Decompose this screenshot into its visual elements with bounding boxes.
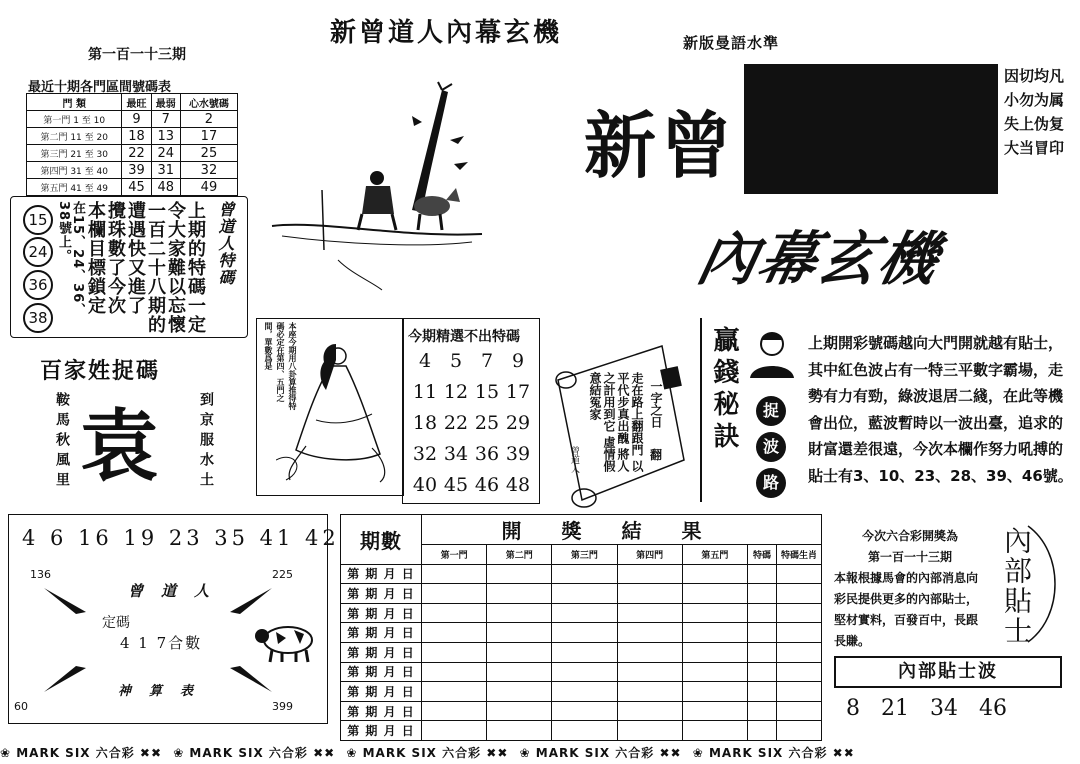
results-cell — [617, 564, 682, 584]
badge-catch: 捉 — [756, 396, 786, 426]
excluded-number: 45 — [443, 474, 469, 496]
results-cell — [422, 623, 487, 643]
results-cell — [552, 623, 617, 643]
stats-max: 22 — [122, 145, 151, 162]
results-cell — [748, 701, 777, 721]
table-row — [341, 662, 822, 682]
results-col: 特碼生肖 — [777, 545, 822, 565]
stats-pick: 25 — [180, 145, 237, 162]
results-col: 第三門 — [552, 545, 617, 565]
results-col: 特碼 — [748, 545, 777, 565]
results-cell — [748, 682, 777, 702]
surname-title: 百家姓捉碼 — [40, 359, 161, 384]
results-cell — [682, 642, 747, 662]
table-row — [341, 603, 822, 623]
footer-logo: ❀ MARK SIX 六合彩 ✖✖ — [0, 746, 168, 760]
stats-max: 18 — [122, 128, 151, 145]
scroll-line: 將人之計用到它 — [602, 372, 630, 473]
cow-icon — [254, 618, 320, 664]
results-cell — [617, 642, 682, 662]
verse-column: 遭遇快又進了 — [125, 201, 146, 315]
excluded-number: 9 — [511, 350, 525, 372]
scroll-stamp: 翻 — [650, 448, 663, 462]
stats-gate: 第三門 21 至 30 — [27, 145, 122, 162]
verse-column: 在15、24、36、 — [70, 201, 85, 318]
results-col: 第四門 — [617, 545, 682, 565]
portrait-icon — [746, 326, 798, 378]
results-cell — [552, 701, 617, 721]
table-row — [341, 642, 822, 662]
results-cell — [552, 603, 617, 623]
results-cell — [552, 662, 617, 682]
results-cell — [682, 603, 747, 623]
excluded-number: 46 — [474, 474, 500, 496]
results-cell — [748, 564, 777, 584]
stats-min: 7 — [151, 111, 180, 128]
stats-table — [26, 93, 238, 196]
main-title: 新曾道人內幕玄機 — [330, 18, 563, 48]
stats-pick: 17 — [180, 128, 237, 145]
stats-max: 39 — [122, 162, 151, 179]
announce-side-text: 內部貼士 — [1000, 526, 1033, 646]
excluded-number: 48 — [505, 474, 531, 496]
results-col: 第一門 — [422, 545, 487, 565]
calligraphy-black-block — [744, 64, 998, 194]
compass-combo: 4 1 7合數 — [120, 634, 203, 652]
results-row-label: 第 期 月 日 — [341, 721, 422, 741]
stats-title: 最近十期各門區間號碼表 — [28, 80, 172, 95]
results-cell — [487, 682, 552, 702]
results-cell — [617, 721, 682, 741]
excluded-number: 34 — [443, 443, 469, 465]
results-cell — [777, 701, 822, 721]
couplet-line: 因切均凡 — [1004, 67, 1065, 85]
scroll-title: 一字之日 — [649, 380, 663, 428]
results-cell — [422, 642, 487, 662]
arrow-icon — [44, 588, 86, 614]
results-cell — [777, 584, 822, 604]
results-cell — [777, 623, 822, 643]
scroll-line: 虛情假意結冤家 — [588, 372, 616, 473]
results-cell — [552, 642, 617, 662]
results-cell — [617, 662, 682, 682]
sub-title: 新版曼語水準 — [683, 34, 780, 52]
results-cell — [748, 662, 777, 682]
table-row — [341, 682, 822, 702]
footer-logo: ❀ MARK SIX 六合彩 ✖✖ — [346, 746, 514, 760]
stats-gate: 第一門 1 至 10 — [27, 111, 122, 128]
compass-bottom-text: 神算表 — [118, 684, 212, 699]
stats-gate: 第五門 41 至 49 — [27, 179, 122, 196]
verse-column: 一百二十八期的 — [145, 201, 166, 334]
excluded-number: 5 — [449, 350, 463, 372]
results-title-row — [341, 515, 822, 545]
results-cell — [682, 564, 747, 584]
stats-gate: 第二門 11 至 20 — [27, 128, 122, 145]
results-row-label: 第 期 月 日 — [341, 701, 422, 721]
compass-corner-bl: 60 — [14, 700, 28, 713]
results-table — [340, 514, 822, 741]
results-cell — [682, 721, 747, 741]
excluded-number: 18 — [412, 412, 438, 434]
announce-line: 第一百一十三期 — [867, 550, 952, 564]
table-row — [27, 128, 238, 145]
results-cell — [777, 642, 822, 662]
results-cell — [748, 623, 777, 643]
compass-top-text: 曾道人 — [128, 582, 228, 600]
calligraphy-title: 新曾 — [584, 103, 737, 188]
results-cell — [777, 603, 822, 623]
verse-column: 38號上。 — [56, 201, 71, 264]
announcement — [834, 526, 986, 652]
results-row-label: 第 期 月 日 — [341, 564, 422, 584]
excluded-number: 12 — [443, 381, 469, 403]
circle-number: 36 — [23, 270, 53, 300]
stats-gate: 第四門 31 至 40 — [27, 162, 122, 179]
results-cell — [748, 584, 777, 604]
table-row — [341, 564, 822, 584]
table-row — [27, 145, 238, 162]
goddess-text: 本座今期用八卦算推得特碼必定在第四、五門之間，單數爲是 — [264, 322, 297, 410]
results-cell — [422, 662, 487, 682]
results-cell — [617, 584, 682, 604]
scroll-line: 以平代步真出醜 — [616, 372, 644, 473]
results-body — [341, 564, 822, 740]
table-row — [27, 111, 238, 128]
verse-column: 令大家難以忘懷 — [165, 201, 186, 334]
table-row — [341, 623, 822, 643]
secret-formula-title: 贏錢秘訣 — [709, 326, 739, 454]
excluded-number: 32 — [412, 443, 438, 465]
excluded-number: 11 — [412, 381, 438, 403]
results-cell — [487, 564, 552, 584]
excluded-number: 29 — [505, 412, 531, 434]
results-cell — [748, 603, 777, 623]
results-cell — [682, 682, 747, 702]
couplet-box — [996, 64, 1068, 192]
stats-min: 13 — [151, 128, 180, 145]
issue-number: 第一百一十三期 — [88, 47, 186, 63]
results-cell — [487, 642, 552, 662]
results-cell — [777, 564, 822, 584]
results-cell — [487, 584, 552, 604]
results-cell — [777, 682, 822, 702]
excluded-number: 7 — [480, 350, 494, 372]
verse-column: 攪珠數了今次 — [105, 201, 126, 315]
results-cell — [552, 682, 617, 702]
stats-header: 心水號碼 — [180, 94, 237, 111]
stats-header: 最旺 — [122, 94, 151, 111]
table-row — [341, 701, 822, 721]
table-row — [27, 162, 238, 179]
results-cell — [422, 682, 487, 702]
excluded-number: 36 — [474, 443, 500, 465]
results-cell — [682, 623, 747, 643]
announce-line: 今次六合彩開獎為 — [861, 529, 958, 543]
footer-logo: ❀ MARK SIX 六合彩 ✖✖ — [692, 746, 855, 760]
stats-pick: 2 — [180, 111, 237, 128]
results-cell — [617, 603, 682, 623]
results-cell — [487, 721, 552, 741]
footer-strip — [0, 744, 1080, 764]
table-row — [341, 584, 822, 604]
surname-character: 袁 — [80, 401, 159, 492]
results-cell — [487, 623, 552, 643]
circle-number: 24 — [23, 237, 53, 267]
verse-column: 本欄目標鎖定 — [85, 201, 106, 315]
secret-paragraph: 上期開彩號碼越向大門開就越有貼士，其中紅色波占有一特三平數字霸場，走勢有力有勁，綠波退居二綫，在此等機會出位，藍波暫時以一波出臺，追求的財富還差很遠，今次本欄作努力吼搏的貼士有3、10、23、28、39、46號。 — [808, 334, 1073, 485]
couplet-line: 小勿为属 — [1004, 91, 1065, 109]
scroll-line: 走在路上翻跟門 — [630, 372, 644, 456]
footer-logo: ❀ MARK SIX 六合彩 ✖✖ — [173, 746, 341, 760]
stats-pick: 49 — [180, 179, 237, 196]
announce-body: 本報根據馬會的內部消息向彩民提供更多的內部貼士，堅材實料，百發百中，長跟長賺。 — [834, 571, 979, 648]
circle-numbers-box — [10, 196, 248, 338]
excluded-number: 25 — [474, 412, 500, 434]
couplet-line: 失上伪复 — [1004, 115, 1065, 133]
goddess-illustration — [276, 330, 396, 490]
excluded-number: 17 — [505, 381, 531, 403]
scroll-poem — [588, 372, 644, 482]
stats-header: 最弱 — [151, 94, 180, 111]
results-row-label: 第 期 月 日 — [341, 584, 422, 604]
results-cell — [748, 642, 777, 662]
results-cell — [422, 564, 487, 584]
surname-right-verse: 到京服水土 — [198, 392, 214, 492]
compass-numbers: 4 6 16 19 23 35 41 42 — [22, 526, 340, 550]
stats-min: 48 — [151, 179, 180, 196]
results-cell — [487, 662, 552, 682]
results-cell — [552, 721, 617, 741]
excluded-number: 39 — [505, 443, 531, 465]
results-cell — [777, 721, 822, 741]
circle-number: 38 — [23, 303, 53, 333]
results-cell — [422, 584, 487, 604]
arrow-icon — [230, 588, 272, 614]
table-row — [341, 721, 822, 741]
results-cell — [748, 721, 777, 741]
excluded-number: 22 — [443, 412, 469, 434]
stats-min: 24 — [151, 145, 180, 162]
compass-arrows — [40, 584, 280, 700]
stats-header-row — [27, 94, 238, 111]
surname-left-verse: 鞍馬秋風里 — [54, 392, 70, 492]
results-header: 開獎結果 — [422, 515, 822, 545]
arrow-icon — [230, 666, 272, 692]
excluded-number: 40 — [412, 474, 438, 496]
results-cell — [487, 701, 552, 721]
results-row-label: 第 期 月 日 — [341, 662, 422, 682]
compass-mid-text: 定碼 — [102, 615, 130, 631]
illustration-man-donkey — [262, 60, 492, 300]
results-cell — [487, 603, 552, 623]
results-cell — [682, 701, 747, 721]
tip-numbers: 8 21 34 46 — [846, 696, 1007, 721]
results-row-label: 第 期 月 日 — [341, 623, 422, 643]
stats-min: 31 — [151, 162, 180, 179]
results-cell — [552, 584, 617, 604]
footer-logo: ❀ MARK SIX 六合彩 ✖✖ — [519, 746, 687, 760]
circle-number: 15 — [23, 205, 53, 235]
results-cell — [617, 623, 682, 643]
results-col: 第五門 — [682, 545, 747, 565]
results-cell — [682, 584, 747, 604]
compass-corner-br: 399 — [272, 700, 293, 713]
verse-column: 上期的特碼一定 — [185, 201, 206, 334]
stats-max: 45 — [122, 179, 151, 196]
scroll-signature: 曾道人 — [569, 446, 579, 473]
results-col: 第二門 — [487, 545, 552, 565]
arrow-icon — [44, 666, 86, 692]
couplet-line: 大当冒印 — [1004, 139, 1065, 157]
results-cell — [682, 662, 747, 682]
compass-corner-tr: 225 — [272, 568, 293, 581]
excluded-number: 4 — [418, 350, 432, 372]
results-table-wrap — [340, 514, 822, 746]
badge-road: 路 — [756, 468, 786, 498]
stats-pick: 32 — [180, 162, 237, 179]
results-cell — [617, 701, 682, 721]
results-row-label: 第 期 月 日 — [341, 642, 422, 662]
results-cell — [422, 721, 487, 741]
stats-max: 9 — [122, 111, 151, 128]
results-row-label: 第 期 月 日 — [341, 682, 422, 702]
results-cell — [422, 701, 487, 721]
badge-wave: 波 — [756, 432, 786, 462]
results-period-title: 期數 — [341, 515, 422, 565]
results-cell — [422, 603, 487, 623]
results-cell — [552, 564, 617, 584]
announce-arc — [1024, 522, 1064, 646]
tip-title: 內部貼士波 — [834, 656, 1062, 688]
excluded-number: 15 — [474, 381, 500, 403]
results-cell — [617, 682, 682, 702]
compass-corner-tl: 136 — [30, 568, 51, 581]
calligraphy-subtitle: 內幕玄機 — [691, 225, 947, 293]
table-row — [27, 179, 238, 196]
excluded-numbers-title: 今期精選不出特碼 — [408, 329, 520, 345]
results-row-label: 第 期 月 日 — [341, 603, 422, 623]
stats-header: 門 類 — [27, 94, 122, 111]
seal-stamp: 曾道人特碼 — [216, 201, 235, 286]
results-cell — [777, 662, 822, 682]
